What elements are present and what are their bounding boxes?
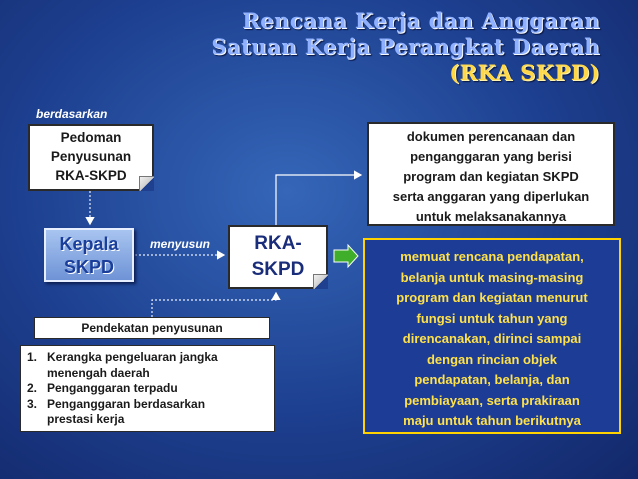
memuat-line-9: maju untuk tahun berikutnya <box>403 413 581 428</box>
pedoman-line-2: Penyusunan <box>50 149 132 164</box>
rka-line-1: RKA- <box>254 233 302 254</box>
dokumen-line-1: dokumen perencanaan dan <box>406 129 576 144</box>
kepala-line-2: SKPD <box>63 257 114 277</box>
berdasarkan-label: berdasarkan <box>36 107 108 121</box>
memuat-line-3: program dan kegiatan menurut <box>396 290 588 305</box>
pendekatan-heading: Pendekatan penyusunan <box>34 317 270 339</box>
rka-line-2: SKPD <box>251 259 305 280</box>
pendekatan-list <box>20 345 275 432</box>
title-line-1: Rencana Kerja dan Anggaran <box>242 8 600 33</box>
pendekatan-to-rka-connector <box>152 293 276 317</box>
dokumen-definition-box <box>367 122 615 226</box>
memuat-line-8: pembiayaan, serta prakiraan <box>404 392 580 408</box>
dokumen-line-2: penganggaran yang berisi <box>410 149 572 164</box>
pedoman-line-1: Pedoman <box>60 130 122 145</box>
rka-skpd-box <box>228 225 328 289</box>
pendekatan-item-1-line-1: Kerangka pengeluaran jangka <box>47 350 218 364</box>
pendekatan-item-number: 1. <box>27 350 38 364</box>
dokumen-line-3: program dan kegiatan SKPD <box>403 169 579 184</box>
rka-to-dokumen-connector <box>276 175 361 225</box>
title-line-3: (RKA SKPD) <box>449 60 600 85</box>
pendekatan-item-2-line-1: Penganggaran terpadu <box>47 381 178 395</box>
pendekatan-item-3-line-1: Penganggaran berdasarkan <box>47 396 206 411</box>
memuat-line-1: memuat rencana pendapatan, <box>400 249 584 264</box>
pendekatan-item-3 <box>27 397 270 428</box>
memuat-line-4: fungsi untuk tahun yang <box>416 310 568 326</box>
memuat-line-2: belanja untuk masing-masing <box>400 269 584 285</box>
pendekatan-item-number: 3. <box>27 396 38 411</box>
pendekatan-item-3-line-2: prestasi kerja <box>47 412 125 426</box>
memuat-line-7: pendapatan, belanja, dan <box>414 372 570 387</box>
pendekatan-item-number: 2. <box>27 381 38 395</box>
memuat-description-box <box>363 238 621 434</box>
dokumen-line-5: untuk melaksanakannya <box>415 209 567 224</box>
title-line-2: Satuan Kerja Perangkat Daerah <box>211 34 600 59</box>
pendekatan-item-1 <box>27 350 270 381</box>
green-arrow-icon <box>334 245 358 267</box>
pedoman-box <box>28 124 154 191</box>
menyusun-label: menyusun <box>150 237 211 251</box>
kepala-line-1: Kepala <box>59 234 119 254</box>
kepala-skpd-box <box>44 228 134 282</box>
dokumen-line-4: serta anggaran yang diperlukan <box>392 189 590 204</box>
pendekatan-item-2 <box>27 381 270 397</box>
memuat-line-5: direncanakan, dirinci sampai <box>402 331 582 346</box>
pedoman-line-3: RKA-SKPD <box>55 168 127 183</box>
pendekatan-item-1-line-2: menengah daerah <box>47 365 150 380</box>
memuat-line-6: dengan rincian objek <box>426 351 558 367</box>
